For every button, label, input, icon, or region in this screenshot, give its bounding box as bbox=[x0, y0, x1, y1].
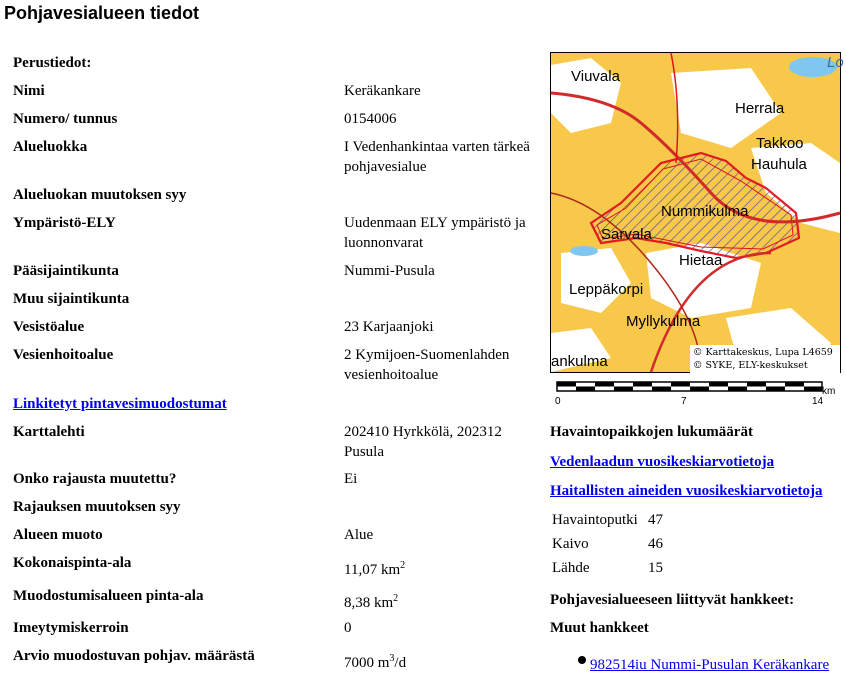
observation-counts-heading: Havaintopaikkojen lukumäärät bbox=[550, 424, 753, 440]
copyright-line: © SYKE, ELY-keskukset bbox=[693, 360, 808, 371]
observation-type: Lähde bbox=[552, 560, 590, 576]
label-area-shape: Alueen muoto bbox=[13, 527, 103, 543]
map-label-hietaa: Hietaa bbox=[679, 252, 723, 269]
value-area-class: I Vedenhankintaa varten tärkeä pohjavesialue bbox=[344, 139, 530, 175]
other-projects-heading: Muut hankkeet bbox=[550, 620, 649, 636]
label-water-management-area: Vesienhoitoalue bbox=[13, 347, 114, 363]
map-label-leppakorpi: Leppäkorpi bbox=[569, 281, 644, 298]
map-label-viuvala: Viuvala bbox=[571, 68, 620, 85]
basic-info-heading: Perustiedot: bbox=[13, 55, 92, 71]
label-name: Nimi bbox=[13, 83, 45, 99]
scale-unit: km bbox=[822, 386, 836, 397]
label-groundwater-estimate: Arvio muodostuvan pohjav. määrästä bbox=[13, 648, 255, 664]
related-projects-heading: Pohjavesialueeseen liittyvät hankkeet: bbox=[550, 592, 795, 608]
value-boundary-changed: Ei bbox=[344, 471, 358, 487]
observation-type: Kaivo bbox=[552, 536, 589, 552]
label-boundary-changed: Onko rajausta muutettu? bbox=[13, 471, 177, 487]
map-label-nummikulma: Nummikulma bbox=[661, 203, 749, 220]
value-area-shape: Alue bbox=[344, 527, 374, 543]
label-watershed: Vesistöalue bbox=[13, 319, 85, 335]
value-water-management-area: 2 Kymijoen-Suomenlahden vesienhoitoalue bbox=[344, 347, 510, 383]
value-ely: Uudenmaan ELY ympäristö ja luonnonvarat bbox=[344, 215, 526, 251]
observation-count: 47 bbox=[648, 512, 663, 528]
map-copyright bbox=[690, 345, 840, 373]
label-infiltration-coefficient: Imeytymiskerroin bbox=[13, 620, 129, 636]
map-label-lo: Lo bbox=[827, 54, 844, 71]
label-other-municipality: Muu sijaintikunta bbox=[13, 291, 130, 307]
map-label-herrala: Herrala bbox=[735, 100, 785, 117]
map-image bbox=[551, 53, 844, 372]
harmful-substances-averages-link[interactable]: Haitallisten aineiden vuosikeskiarvotietoja bbox=[550, 483, 823, 499]
value-number: 0154006 bbox=[344, 111, 397, 127]
value-main-municipality: Nummi-Pusula bbox=[344, 263, 435, 279]
label-ely: Ympäristö-ELY bbox=[13, 215, 116, 231]
list-bullet bbox=[578, 656, 586, 664]
value-watershed: 23 Karjaanjoki bbox=[344, 319, 434, 335]
label-number: Numero/ tunnus bbox=[13, 111, 118, 127]
label-map-sheet: Karttalehti bbox=[13, 424, 85, 440]
label-area-class: Alueluokka bbox=[13, 139, 88, 155]
observation-count: 46 bbox=[648, 536, 663, 552]
label-main-municipality: Pääsijaintikunta bbox=[13, 263, 119, 279]
scale-tick-0: 0 bbox=[555, 396, 561, 407]
value-name: Keräkankare bbox=[344, 83, 421, 99]
label-total-area: Kokonaispinta-ala bbox=[13, 555, 132, 571]
project-link[interactable]: 982514iu Nummi-Pusulan Keräkankare bbox=[590, 657, 830, 673]
groundwater-area-map[interactable] bbox=[550, 52, 844, 373]
scale-tick-14: 14 bbox=[812, 396, 824, 407]
value-groundwater-estimate: 7000 $m^3/d$ bbox=[344, 653, 407, 671]
page-title: Pohjavesialueen tiedot bbox=[4, 3, 200, 23]
map-label-hauhula: Hauhula bbox=[751, 156, 807, 173]
map-label-myllykulma: Myllykulma bbox=[626, 313, 701, 330]
label-area-class-change-reason: Alueluokan muutoksen syy bbox=[13, 187, 187, 203]
linked-surface-waters-link[interactable]: Linkitetyt pintavesimuodostumat bbox=[13, 396, 227, 412]
observation-type: Havaintoputki bbox=[552, 512, 638, 528]
observation-count: 15 bbox=[648, 560, 663, 576]
value-total-area: 11,07 $km^2$ bbox=[344, 560, 406, 578]
label-boundary-change-reason: Rajauksen muutoksen syy bbox=[13, 499, 181, 515]
map-scale-bar bbox=[550, 378, 846, 410]
map-label-ankulma: ankulma bbox=[551, 353, 608, 370]
value-formation-area: 8,38 $km^2$ bbox=[344, 593, 399, 611]
map-label-takkoo: Takkoo bbox=[756, 135, 804, 152]
value-infiltration-coefficient: 0 bbox=[344, 620, 352, 636]
map-label-sarvala: Sarvala bbox=[601, 226, 652, 243]
value-map-sheet: 202410 Hyrkkölä, 202312 Pusula bbox=[344, 424, 502, 460]
copyright-line: © Karttakeskus, Lupa L4659 bbox=[693, 347, 833, 358]
label-formation-area: Muodostumisalueen pinta-ala bbox=[13, 588, 204, 604]
scale-bar-graphic bbox=[550, 378, 846, 396]
scale-tick-7: 7 bbox=[681, 396, 687, 407]
water-quality-averages-link[interactable]: Vedenlaadun vuosikeskiarvotietoja bbox=[550, 454, 775, 470]
